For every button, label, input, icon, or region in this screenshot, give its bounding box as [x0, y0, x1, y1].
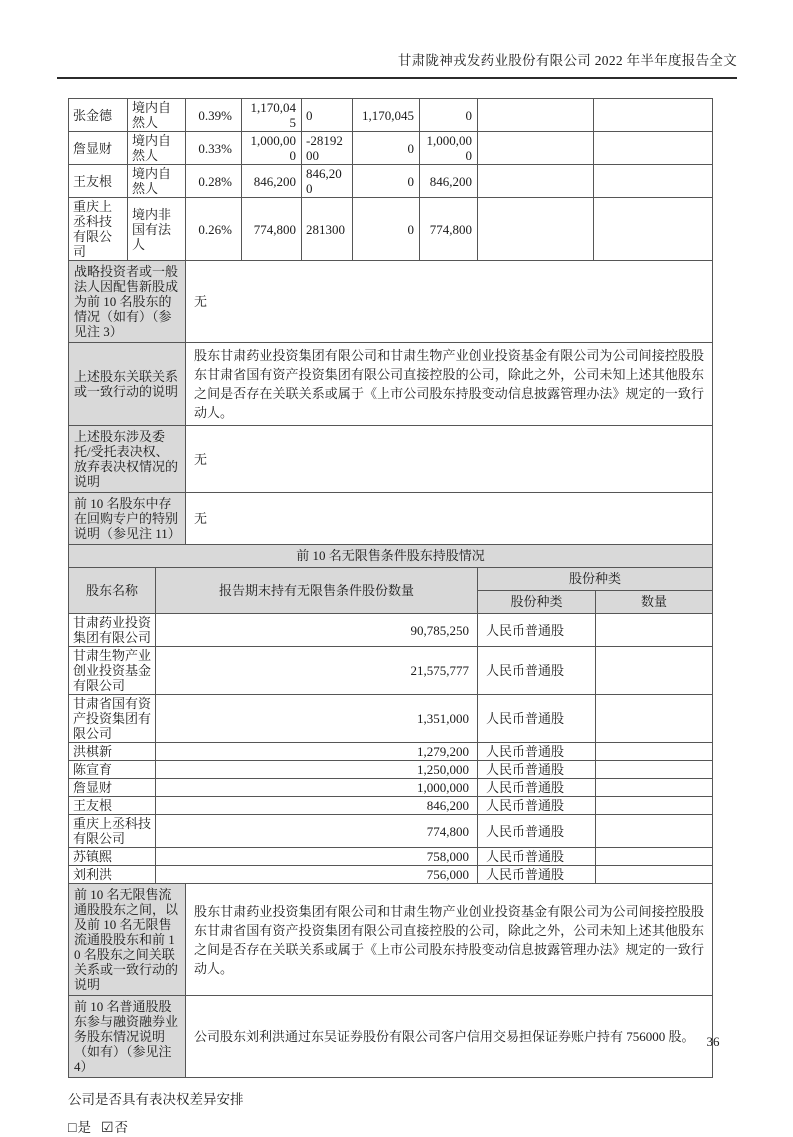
- col-header-share-class-group: 股份种类: [478, 568, 713, 591]
- shareholder-name: 张金德: [69, 99, 128, 132]
- shares-col7: 1,000,000: [420, 132, 478, 165]
- shareholder-row: [69, 132, 713, 165]
- col-header-shares: 报告期末持有无限售条件股份数量: [156, 568, 478, 614]
- voting-rights-question: 公司是否具有表决权差异安排: [68, 1092, 244, 1107]
- note-value: 无: [186, 493, 713, 545]
- unrestricted-row: [69, 815, 713, 848]
- note-row: [69, 996, 713, 1078]
- shares-held: 1,170,045: [242, 99, 302, 132]
- share-class: 人民币普通股: [478, 779, 596, 797]
- note-label: 上述股东关联关系或一致行动的说明: [69, 343, 186, 426]
- unrestricted-row: [69, 647, 713, 695]
- empty-cell: [596, 614, 713, 647]
- section-title: 前 10 名无限售条件股东持股情况: [69, 545, 713, 568]
- checkbox-unchecked-icon: □: [68, 1121, 77, 1136]
- share-class: 人民币普通股: [478, 695, 596, 743]
- note-value: 公司股东刘利洪通过东吴证券股份有限公司客户信用交易担保证券账户持有 756000 股。: [186, 996, 713, 1078]
- empty-cell: [594, 198, 713, 261]
- page-content: [68, 98, 712, 1137]
- checkbox-checked-icon: ☑: [100, 1121, 114, 1136]
- col-header-shareholder: 股东名称: [69, 568, 156, 614]
- unrestricted-shares: 758,000: [156, 848, 478, 866]
- checkbox-yes: [68, 1120, 91, 1135]
- unrestricted-shareholders-table: [68, 544, 713, 1078]
- share-class: 人民币普通股: [478, 866, 596, 884]
- shareholder-name: 詹显财: [69, 779, 156, 797]
- period-change: 0: [302, 99, 353, 132]
- empty-cell: [478, 198, 594, 261]
- note-label: 上述股东涉及委托/受托表决权、放弃表决权情况的说明: [69, 426, 186, 493]
- shares-col6: 0: [353, 132, 420, 165]
- period-change: 281300: [302, 198, 353, 261]
- note-row: [69, 426, 713, 493]
- unrestricted-row: [69, 797, 713, 815]
- empty-cell: [596, 647, 713, 695]
- note-row: [69, 884, 713, 996]
- unrestricted-shares: 1,000,000: [156, 779, 478, 797]
- unrestricted-shares: 774,800: [156, 815, 478, 848]
- shareholder-type: 境内非国有法人: [128, 198, 186, 261]
- shares-held: 1,000,000: [242, 132, 302, 165]
- col-header-share-class: 股份种类: [478, 591, 596, 614]
- shareholder-name: 洪棋新: [69, 743, 156, 761]
- unrestricted-row: [69, 743, 713, 761]
- note-label: 战略投资者或一般法人因配售新股成为前 10 名股东的情况（如有）（参见注 3）: [69, 261, 186, 343]
- empty-cell: [596, 815, 713, 848]
- shares-col6: 0: [353, 198, 420, 261]
- table-header-row: [69, 568, 713, 591]
- empty-cell: [596, 797, 713, 815]
- share-class: 人民币普通股: [478, 647, 596, 695]
- shareholder-name: 王友根: [69, 165, 128, 198]
- unrestricted-shares: 846,200: [156, 797, 478, 815]
- shares-col7: 0: [420, 99, 478, 132]
- top10-shareholders-table: [68, 98, 713, 545]
- empty-cell: [596, 743, 713, 761]
- shareholder-type: 境内自然人: [128, 99, 186, 132]
- checkbox-no: [101, 1120, 128, 1135]
- holding-percent: 0.26%: [186, 198, 242, 261]
- unrestricted-shares: 1,279,200: [156, 743, 478, 761]
- share-class: 人民币普通股: [478, 848, 596, 866]
- share-class: 人民币普通股: [478, 797, 596, 815]
- section-header-row: [69, 545, 713, 568]
- voting-rights-answer: [68, 1119, 712, 1137]
- unrestricted-row: [69, 695, 713, 743]
- shareholder-name: 甘肃生物产业创业投资基金有限公司: [69, 647, 156, 695]
- shareholder-name: 甘肃省国有资产投资集团有限公司: [69, 695, 156, 743]
- shareholder-name: 王友根: [69, 797, 156, 815]
- holding-percent: 0.33%: [186, 132, 242, 165]
- shareholder-type: 境内自然人: [128, 165, 186, 198]
- page-number: 36: [706, 1034, 720, 1049]
- unrestricted-row: [69, 614, 713, 647]
- unrestricted-shares: 1,250,000: [156, 761, 478, 779]
- unrestricted-row: [69, 779, 713, 797]
- empty-cell: [594, 99, 713, 132]
- empty-cell: [594, 165, 713, 198]
- shareholder-name: 詹显财: [69, 132, 128, 165]
- shares-col7: 774,800: [420, 198, 478, 261]
- note-row: [69, 343, 713, 426]
- shareholder-name: 陈宣育: [69, 761, 156, 779]
- shares-held: 846,200: [242, 165, 302, 198]
- shareholder-name: 刘利洪: [69, 866, 156, 884]
- col-header-quantity: 数量: [596, 591, 713, 614]
- unrestricted-shares: 756,000: [156, 866, 478, 884]
- checkbox-yes-label: 是: [77, 1120, 91, 1135]
- empty-cell: [596, 848, 713, 866]
- shareholder-name: 苏镇熙: [69, 848, 156, 866]
- share-class: 人民币普通股: [478, 761, 596, 779]
- unrestricted-row: [69, 866, 713, 884]
- shares-col7: 846,200: [420, 165, 478, 198]
- empty-cell: [478, 99, 594, 132]
- shareholder-type: 境内自然人: [128, 132, 186, 165]
- shares-held: 774,800: [242, 198, 302, 261]
- empty-cell: [596, 779, 713, 797]
- voting-rights-block: [68, 1091, 712, 1137]
- share-class: 人民币普通股: [478, 743, 596, 761]
- empty-cell: [478, 132, 594, 165]
- holding-percent: 0.39%: [186, 99, 242, 132]
- unrestricted-shares: 1,351,000: [156, 695, 478, 743]
- empty-cell: [478, 165, 594, 198]
- document-header: [57, 52, 737, 79]
- shares-col6: 1,170,045: [353, 99, 420, 132]
- share-class: 人民币普通股: [478, 614, 596, 647]
- shareholder-row: [69, 165, 713, 198]
- empty-cell: [596, 761, 713, 779]
- unrestricted-shares: 21,575,777: [156, 647, 478, 695]
- period-change: 846,200: [302, 165, 353, 198]
- checkbox-no-label: 否: [114, 1120, 129, 1135]
- holding-percent: 0.28%: [186, 165, 242, 198]
- share-class: 人民币普通股: [478, 815, 596, 848]
- note-value: 股东甘肃药业投资集团有限公司和甘肃生物产业创业投资基金有限公司为公司间接控股股东甘肃省国有资产投资集团有限公司直接控股的公司，除此之外，公司未知上述其他股东之间是否存在关联关系或属于《上市公司股东持股变动信息披露管理办法》规定的一致行动人。: [186, 343, 713, 426]
- note-label: 前 10 名无限售流通股股东之间，以及前 10 名无限售流通股股东和前 10 名股东之间关联关系或一致行动的说明: [69, 884, 186, 996]
- shareholder-name: 甘肃药业投资集团有限公司: [69, 614, 156, 647]
- unrestricted-row: [69, 761, 713, 779]
- note-label: 前 10 名普通股股东参与融资融券业务股东情况说明（如有）（参见注 4）: [69, 996, 186, 1078]
- unrestricted-shares: 90,785,250: [156, 614, 478, 647]
- empty-cell: [596, 866, 713, 884]
- empty-cell: [596, 695, 713, 743]
- shareholder-name: 重庆上丞科技有限公司: [69, 815, 156, 848]
- note-value: 股东甘肃药业投资集团有限公司和甘肃生物产业创业投资基金有限公司为公司间接控股股东甘肃省国有资产投资集团有限公司直接控股的公司，除此之外，公司未知上述其他股东之间是否存在关联关系或属于《上市公司股东持股变动信息披露管理办法》规定的一致行动人。: [186, 884, 713, 996]
- note-row: [69, 493, 713, 545]
- note-value: 无: [186, 426, 713, 493]
- note-label: 前 10 名股东中存在回购专户的特别说明（参见注 11）: [69, 493, 186, 545]
- shares-col6: 0: [353, 165, 420, 198]
- unrestricted-row: [69, 848, 713, 866]
- note-value: 无: [186, 261, 713, 343]
- empty-cell: [594, 132, 713, 165]
- shareholder-row: [69, 99, 713, 132]
- report-title: 甘肃陇神戎发药业股份有限公司 2022 年半年度报告全文: [397, 53, 737, 68]
- shareholder-name: 重庆上丞科技有限公司: [69, 198, 128, 261]
- period-change: -2819200: [302, 132, 353, 165]
- shareholder-row: [69, 198, 713, 261]
- note-row: [69, 261, 713, 343]
